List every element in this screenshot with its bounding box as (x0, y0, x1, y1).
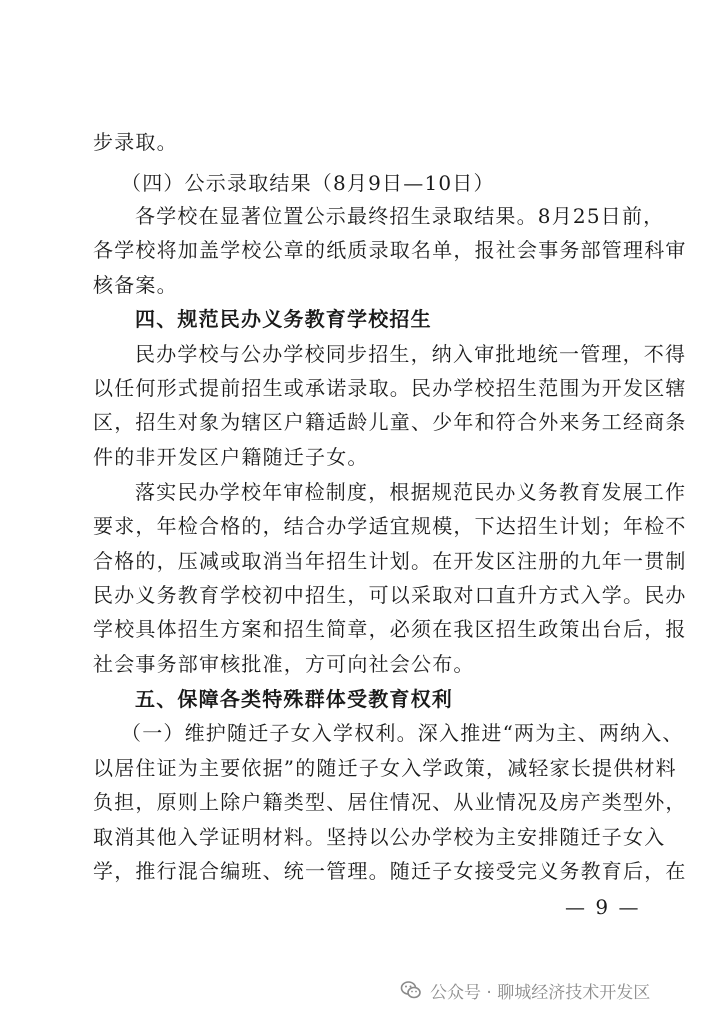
body-line: 民办学校与公办学校同步招生，纳入审批地统一管理，不得 (135, 342, 687, 366)
body-line: 各学校在显著位置公示最终招生录取结果。8月25日前， (135, 204, 665, 228)
body-line: 步录取。 (93, 130, 178, 154)
body-line: 区，招生对象为辖区户籍适龄儿童、少年和符合外来务工经商条 (93, 410, 687, 434)
page-number: — 9 — (565, 895, 641, 919)
section-heading: 五、保障各类特殊群体受教育权利 (135, 687, 453, 711)
body-line: 民办义务教育学校初中招生，可以采取对口直升方式入学。民办 (93, 583, 687, 607)
body-line: 要求，年检合格的，结合办学适宜规模，下达招生计划；年检不 (93, 514, 687, 538)
section-heading: 四、规范民办义务教育学校招生 (135, 307, 432, 331)
body-line: 件的非开发区户籍随迁子女。 (93, 445, 369, 469)
watermark-text: 公众号 · 聊城经济技术开发区 (430, 982, 651, 1003)
body-line: 取消其他入学证明材料。坚持以公办学校为主安排随迁子女入 (93, 825, 666, 849)
body-line: 合格的，压减或取消当年招生计划。在开发区注册的九年一贯制 (93, 549, 687, 573)
body-line: 落实民办学校年审检制度，根据规范民办义务教育发展工作 (135, 480, 687, 504)
body-line: 学，推行混合编班、统一管理。随迁子女接受完义务教育后，在 (93, 859, 687, 883)
body-line: （一）维护随迁子女入学权利。深入推进“两为主、两纳入、 (121, 721, 684, 745)
watermark (400, 978, 650, 1002)
body-line: 以任何形式提前招生或承诺录取。民办学校招生范围为开发区辖 (93, 376, 687, 400)
body-line: 各学校将加盖学校公章的纸质录取名单，报社会事务部管理科审 (93, 238, 687, 262)
wechat-icon (400, 979, 422, 1001)
body-line: 负担，原则上除户籍类型、居住情况、从业情况及房产类型外， (93, 790, 687, 814)
body-line: 社会事务部审核批准，方可向社会公布。 (93, 652, 475, 676)
subsection-heading: （四）公示录取结果（8月9日—10日） (121, 171, 495, 195)
body-line: 以居住证为主要依据”的随迁子女入学政策，减轻家长提供材料 (93, 756, 677, 780)
body-line: 学校具体招生方案和招生简章，必须在我区招生政策出台后，报 (93, 617, 687, 641)
body-line: 核备案。 (93, 273, 178, 297)
